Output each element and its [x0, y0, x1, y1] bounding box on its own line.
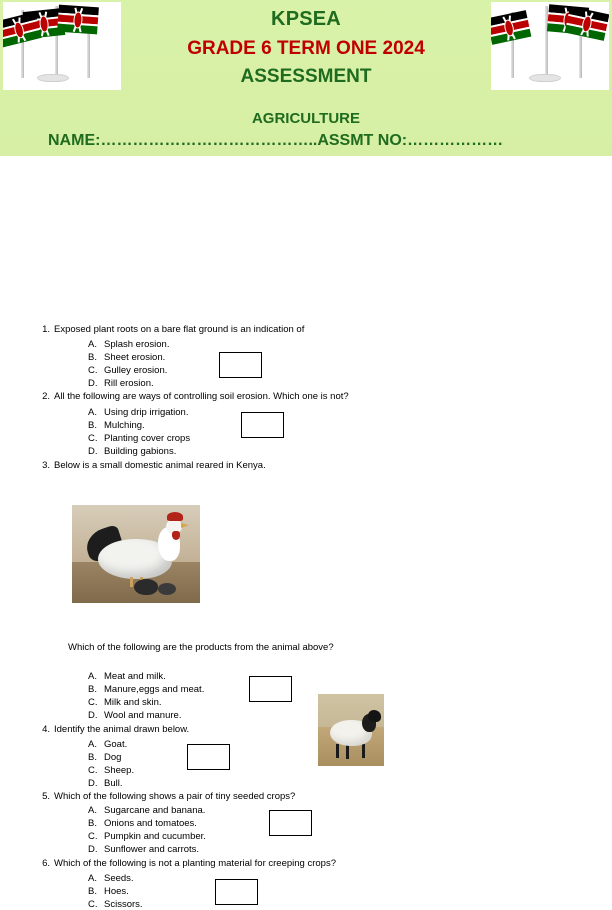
option-a[interactable] — [88, 739, 127, 750]
option-text: Planting cover crops — [104, 433, 191, 444]
option-letter: B. — [88, 420, 97, 431]
option-letter: A. — [88, 339, 97, 350]
option-a[interactable] — [88, 805, 205, 816]
option-text: Splash erosion. — [104, 339, 170, 350]
option-text: Milk and skin. — [104, 697, 162, 708]
option-letter: B. — [88, 886, 97, 897]
option-b[interactable] — [88, 818, 197, 829]
answer-box[interactable] — [249, 676, 292, 702]
question-text: Which of the following is not a planting material for creeping crops? — [54, 858, 336, 869]
option-letter: D. — [88, 710, 98, 721]
chicken-photo — [72, 505, 200, 603]
question-text: Which of the following shows a pair of tiny seeded crops? — [54, 791, 296, 802]
subject-title: AGRICULTURE — [251, 110, 361, 127]
option-text: Sheet erosion. — [104, 352, 166, 363]
option-letter: C. — [88, 765, 98, 776]
option-text: Sunflower and carrots. — [104, 844, 200, 855]
option-c[interactable] — [88, 765, 134, 776]
option-text: Gulley erosion. — [104, 365, 168, 376]
sheep-photo — [318, 694, 384, 766]
option-c[interactable] — [88, 433, 190, 444]
option-a[interactable] — [88, 671, 166, 682]
answer-box[interactable] — [219, 352, 262, 378]
option-text: Sheep. — [104, 765, 135, 776]
option-text: Rill erosion. — [104, 378, 154, 389]
option-text: Pumpkin and cucumber. — [104, 831, 206, 842]
option-text: Sugarcane and banana. — [104, 805, 206, 816]
option-letter: C. — [88, 697, 98, 708]
question-number: 3. — [42, 460, 50, 471]
option-c[interactable] — [88, 697, 162, 708]
option-letter: A. — [88, 407, 97, 418]
option-d[interactable] — [88, 710, 181, 721]
option-a[interactable] — [88, 873, 134, 884]
option-text: Bull. — [104, 778, 123, 789]
kenya-flag-icon — [3, 2, 121, 90]
page-title: KPSEA — [271, 8, 341, 30]
option-letter: C. — [88, 433, 98, 444]
question-number: 6. — [42, 858, 50, 869]
option-b[interactable] — [88, 352, 165, 363]
option-b[interactable] — [88, 684, 204, 695]
option-letter: D. — [88, 778, 98, 789]
option-d[interactable] — [88, 778, 122, 789]
option-text: Manure,eggs and meat. — [104, 684, 205, 695]
option-letter: A. — [88, 805, 97, 816]
option-text: Seeds. — [104, 873, 134, 884]
option-text: Meat and milk. — [104, 671, 166, 682]
option-letter: D. — [88, 378, 98, 389]
option-letter: C. — [88, 899, 98, 910]
option-letter: D. — [88, 446, 98, 457]
question-text: Below is a small domestic animal reared in Kenya. — [54, 460, 266, 471]
option-b[interactable] — [88, 752, 121, 763]
option-a[interactable] — [88, 339, 169, 350]
option-letter: B. — [88, 818, 97, 829]
option-text: Hoes. — [104, 886, 129, 897]
option-b[interactable] — [88, 420, 145, 431]
option-letter: C. — [88, 365, 98, 376]
question-number: 5. — [42, 791, 50, 802]
assessment-line: ASSESSMENT — [240, 66, 372, 87]
option-c[interactable] — [88, 899, 143, 910]
option-letter: A. — [88, 873, 97, 884]
option-d[interactable] — [88, 446, 176, 457]
kenya-flag-icon — [491, 2, 609, 90]
option-text: Wool and manure. — [104, 710, 182, 721]
option-c[interactable] — [88, 365, 167, 376]
question-subtext: Which of the following are the products from the animal above? — [68, 642, 334, 653]
question-text: Identify the animal drawn below. — [54, 724, 190, 735]
question-number: 1. — [42, 324, 50, 335]
answer-box[interactable] — [241, 412, 284, 438]
option-letter: B. — [88, 684, 97, 695]
option-text: Scissors. — [104, 899, 143, 910]
option-letter: D. — [88, 844, 98, 855]
option-text: Goat. — [104, 739, 128, 750]
question-text: All the following are ways of controlling soil erosion. Which one is not? — [54, 391, 349, 402]
option-c[interactable] — [88, 831, 206, 842]
question-text: Exposed plant roots on a bare flat ground is an indication of — [54, 324, 305, 335]
option-text: Mulching. — [104, 420, 145, 431]
option-letter: A. — [88, 671, 97, 682]
option-a[interactable] — [88, 407, 188, 418]
question-number: 4. — [42, 724, 50, 735]
option-text: Dog — [104, 752, 122, 763]
option-letter: C. — [88, 831, 98, 842]
option-d[interactable] — [88, 844, 199, 855]
name-field-line[interactable]: NAME:…………………………………..ASSMT NO:……………… — [48, 132, 504, 149]
option-letter: B. — [88, 752, 97, 763]
option-text: Onions and tomatoes. — [104, 818, 197, 829]
answer-box[interactable] — [269, 810, 312, 836]
option-b[interactable] — [88, 886, 129, 897]
exam-line: GRADE 6 TERM ONE 2024 — [187, 38, 425, 59]
option-text: Building gabions. — [104, 446, 177, 457]
option-letter: B. — [88, 352, 97, 363]
option-d[interactable] — [88, 378, 154, 389]
answer-box[interactable] — [187, 744, 230, 770]
answer-box[interactable] — [215, 879, 258, 905]
option-text: Using drip irrigation. — [104, 407, 189, 418]
page-header — [0, 0, 612, 158]
question-number: 2. — [42, 391, 50, 402]
option-letter: A. — [88, 739, 97, 750]
